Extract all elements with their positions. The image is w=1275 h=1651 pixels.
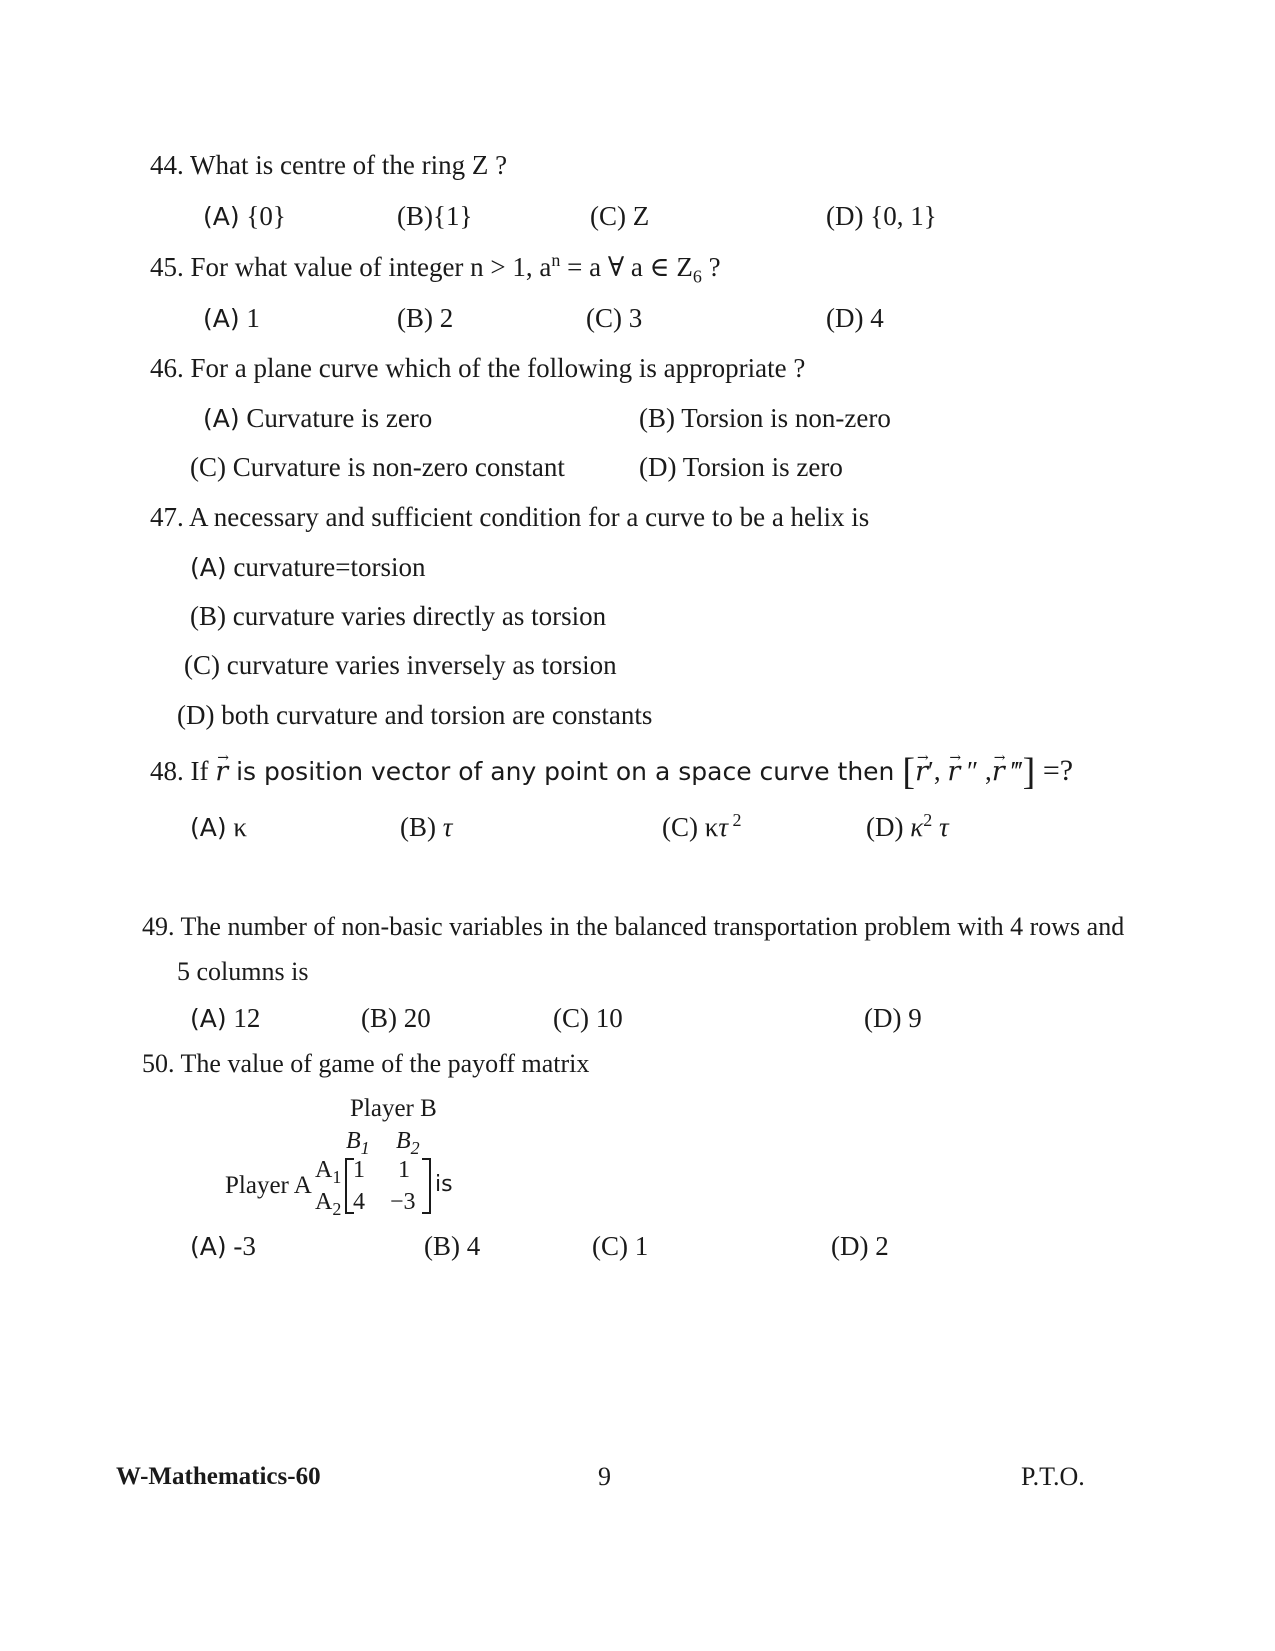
matrix-cell-11: 1 [353,1157,365,1183]
row-a1-label [315,1154,341,1186]
q46-option-d: (D) Torsion is zero [639,452,843,482]
q46-option-a [203,402,432,435]
q44-text: 44. What is centre of the ring Z ? [150,150,508,180]
q48-d-sup: 2 [923,810,933,830]
player-a-label: Player A [225,1172,312,1199]
q46-option-c: (C) Curvature is non-zero constant [190,452,565,482]
q48-text [150,751,1074,793]
q45-sub-6: 6 [692,266,702,287]
q47-option-a [190,551,426,584]
matrix-cell-22: −3 [390,1189,416,1215]
q48-num: 48. If [150,756,209,786]
q45-option-b: (B) 2 [397,303,454,333]
col-b1-sub: 1 [360,1137,370,1158]
q44-option-d: (D) {0, 1} [826,201,937,231]
q49-line1: 49. The number of non-basic variables in the balanced transportation problem with 4 rows and [142,912,1125,941]
q48-prime1: ′, [927,756,941,786]
q48-a-value: κ [226,812,247,842]
q49-option-c: (C) 10 [553,1003,623,1033]
q45-text [150,250,721,287]
q50-option-a [190,1230,256,1263]
q50-option-b: (B) 4 [424,1231,481,1261]
col-b1-letter: B [346,1128,361,1154]
pto-label: P.T.O. [1021,1462,1085,1491]
q48-c-tau: τ [718,812,729,842]
q49-a-value: 12 [226,1003,261,1033]
q46-option-b: (B) Torsion is non-zero [639,403,891,433]
q47-a-value: curvature=torsion [226,552,426,582]
q48-d-tau: τ [932,812,949,842]
q48-option-d [866,811,949,843]
q50-a-label: (A) [190,1232,227,1261]
q44-option-b: (B){1} [397,201,473,231]
q48-option-b [400,811,452,843]
q47-option-d: (D) both curvature and torsion are constants [177,700,653,730]
footer-code: W-Mathematics-60 [116,1463,321,1490]
q48-prime2: ″ , [960,756,992,786]
col-b1-label [346,1125,370,1157]
col-b2-sub: 2 [410,1137,420,1158]
q50-option-c: (C) 1 [592,1231,649,1261]
q48-open-bracket: [ [902,751,915,793]
row-a1-letter: A [315,1157,333,1183]
q46-a-label: (A) [203,404,240,433]
q50-option-d: (D) 2 [831,1231,889,1261]
q48-option-c [662,811,742,843]
page-number: 9 [598,1462,611,1491]
q45-prefix: 45. For what value of integer n > 1, a [150,252,552,282]
q49-option-b: (B) 20 [361,1003,431,1033]
player-b-label: Player B [350,1095,437,1122]
matrix-cell-12: 1 [398,1157,410,1183]
q44-a-label: (A) [203,202,240,231]
q48-body: is position vector of any point on a space curve then [228,757,903,786]
q45-end: ? [701,252,721,282]
q49-line2: 5 columns is [177,957,309,986]
q48-d-label: (D) [866,812,911,842]
col-b2-label [396,1125,420,1157]
matrix-is: is [435,1172,453,1197]
q48-equals: =? [1035,754,1074,787]
row-a2-sub: 2 [332,1198,342,1219]
q50-text: 50. The value of game of the payoff matrix [142,1049,590,1078]
q48-close-bracket: ] [1022,751,1036,793]
q48-r1: → r [915,756,928,788]
q45-a-value: 1 [239,303,260,333]
q47-option-b: (B) curvature varies directly as torsion [190,601,607,631]
q47-a-label: (A) [190,553,227,582]
q45-a-label: (A) [203,304,240,333]
row-a1-sub: 1 [332,1166,342,1187]
q48-r3: → r [992,756,1005,788]
q44-a-value: {0} [239,201,286,231]
row-a2-label [315,1186,341,1218]
col-b2-letter: B [396,1128,411,1154]
q49-a-label: (A) [190,1004,227,1033]
q47-option-c: (C) curvature varies inversely as torsion [184,650,617,680]
matrix-cell-21: 4 [353,1189,365,1215]
q48-option-a [190,811,247,844]
q49-option-a [190,1002,260,1035]
q45-option-a [203,302,260,335]
q50-a-value: -3 [226,1231,256,1261]
q48-r-vector: → r [215,756,228,788]
q44-option-c: (C) Z [590,201,650,231]
row-a2-letter: A [315,1189,333,1215]
q48-prime3: ‴ [1004,756,1023,786]
q45-option-c: (C) 3 [586,303,643,333]
q45-mid: = a ∀ a ∈ Z [560,252,693,282]
q48-c-label: (C) κ [662,812,719,842]
q46-text: 46. For a plane curve which of the following is appropriate ? [150,353,806,383]
q48-b-label: (B) [400,812,436,842]
q45-sup-n: n [551,250,561,270]
q48-c-sup: 2 [728,810,742,830]
q47-text: 47. A necessary and sufficient condition for a curve to be a helix is [150,502,870,532]
q44-option-a [203,200,286,233]
q48-r2: → r [947,756,960,788]
q49-option-d: (D) 9 [864,1003,922,1033]
q48-b-value: τ [442,812,453,842]
q48-a-label: (A) [190,813,227,842]
q45-option-d: (D) 4 [826,303,884,333]
q48-d-kappa: κ [910,812,924,842]
q46-a-value: Curvature is zero [239,403,433,433]
